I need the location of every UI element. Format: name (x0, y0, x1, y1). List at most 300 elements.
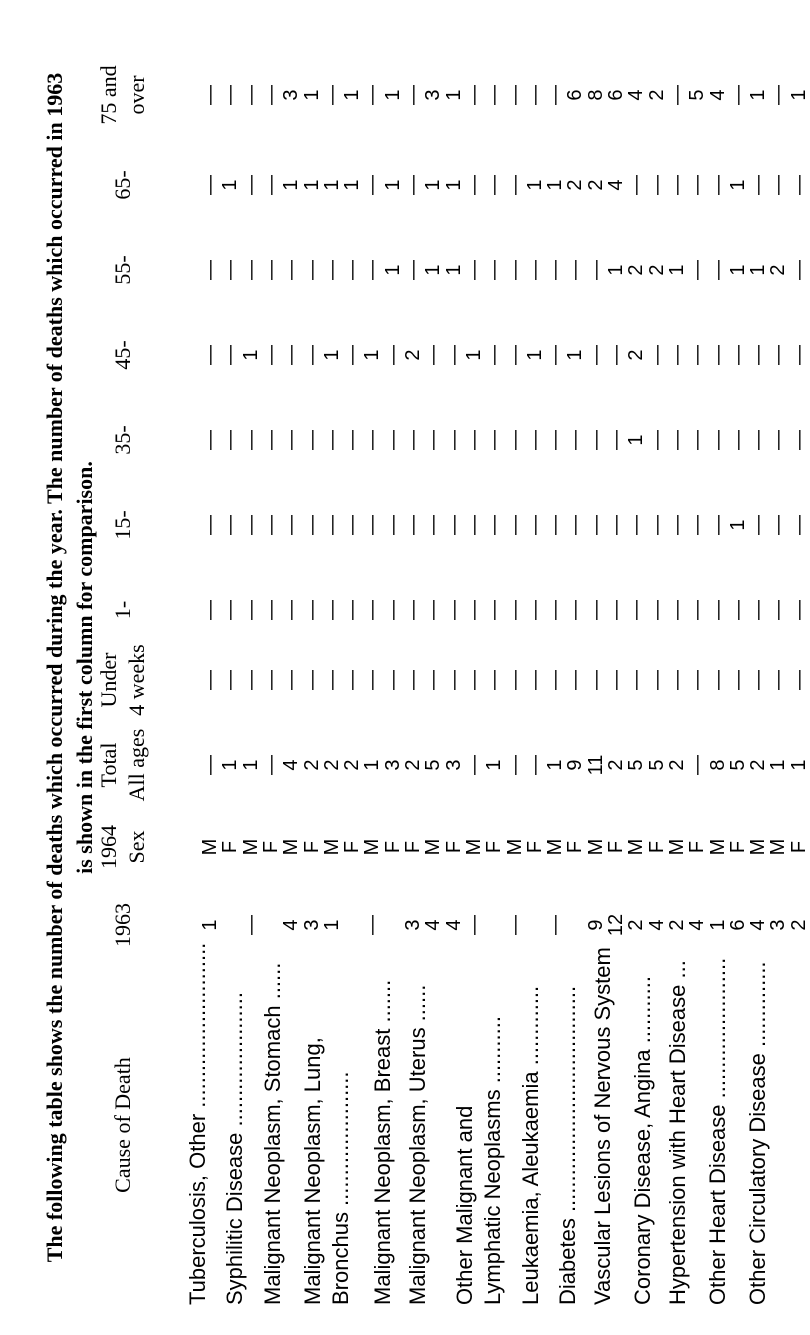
cell-a65: 1 (544, 179, 567, 191)
cell-a15: — (787, 515, 810, 535)
cell-a75: — (361, 85, 384, 105)
cause-label: Other Circulatory Disease .............. (745, 961, 770, 1305)
cell-a1: — (300, 600, 323, 620)
cell-under: — (219, 670, 242, 690)
cell-total: — (199, 755, 221, 775)
cell-sex: F (442, 840, 465, 854)
cell-a1: — (422, 600, 445, 620)
header-age-55: 55- (110, 255, 135, 285)
cell-sex: F (483, 840, 506, 854)
cell-sex: M (239, 838, 262, 856)
cell-under: — (402, 670, 424, 690)
cell-a65: — (645, 175, 668, 195)
cell-a65: — (706, 175, 729, 195)
cell-a1: — (747, 600, 770, 620)
cell-a55: 2 (645, 264, 668, 276)
cause-label: Diabetes ..................................... (555, 985, 580, 1305)
cell-under: — (686, 670, 709, 690)
cell-a55: 1 (381, 264, 404, 276)
cell-a55: 2 (625, 264, 648, 276)
cell-a75: 4 (625, 89, 648, 101)
cell-a1: — (523, 600, 546, 620)
cell-a55: 1 (442, 264, 465, 276)
cell-y1963: — (544, 915, 567, 935)
cell-y1963: 6 (726, 919, 749, 931)
cell-a75: — (320, 85, 343, 105)
header-age-45: 45- (110, 340, 135, 370)
cell-a15: — (584, 515, 607, 535)
cell-y1963: — (361, 915, 384, 935)
cell-sex: F (381, 840, 404, 854)
cell-a15: — (341, 515, 364, 535)
cause-label-cont: Bronchus ...................... (328, 1071, 353, 1305)
cell-total: — (259, 755, 282, 775)
cell-a55: — (787, 260, 810, 280)
cell-under: — (280, 670, 303, 690)
cell-a45: — (686, 345, 709, 365)
cell-a45: 2 (402, 349, 424, 361)
cell-a15: — (259, 515, 282, 535)
cell-y1963: 1 (320, 919, 343, 931)
cell-under: — (625, 670, 648, 690)
cell-sex: M (584, 838, 607, 856)
header-4-weeks: 4 weeks (124, 644, 149, 716)
cell-a15: — (523, 515, 546, 535)
cell-a35: — (381, 430, 404, 450)
cell-a15: — (239, 515, 262, 535)
cell-a35: — (726, 430, 749, 450)
cell-a55: — (320, 260, 343, 280)
cell-y1963: 3 (767, 919, 790, 931)
cell-under: — (544, 670, 567, 690)
cell-a55: 1 (747, 264, 770, 276)
cell-a45: — (544, 345, 567, 365)
cell-a55: 1 (422, 264, 445, 276)
cell-y1963: 1 (199, 919, 221, 931)
cell-under: — (726, 670, 749, 690)
cause-label: Malignant Neoplasm, Breast ....... (370, 979, 395, 1305)
cell-a15: 1 (726, 519, 749, 531)
cell-a55: — (686, 260, 709, 280)
cell-total: — (462, 755, 485, 775)
cell-a35: — (605, 430, 627, 450)
cell-sex: M (544, 838, 567, 856)
cell-a75: 1 (747, 89, 770, 101)
cell-sex: F (219, 840, 242, 854)
cell-sex: F (523, 840, 546, 854)
cell-a65: — (503, 175, 526, 195)
caption-line-1: The following table shows the number of deaths which occurred during the year. The number of deaths which occurred in 1963 (42, 72, 67, 1263)
cell-a35: — (747, 430, 770, 450)
cell-a1: — (442, 600, 465, 620)
cell-a35: — (239, 430, 262, 450)
cell-under: — (645, 670, 668, 690)
cell-y1963: 3 (300, 919, 323, 931)
cell-total: 2 (320, 759, 343, 771)
cell-a1: — (239, 600, 262, 620)
cell-a1: — (686, 600, 709, 620)
cell-total: 2 (341, 759, 364, 771)
cell-a45: — (381, 345, 404, 365)
cell-a45: — (442, 345, 465, 365)
cell-total: 9 (564, 759, 587, 771)
cell-a15: — (320, 515, 343, 535)
cell-a45: — (219, 345, 242, 365)
cell-a35: — (503, 430, 526, 450)
cell-a55: — (483, 260, 506, 280)
cell-a55: — (584, 260, 607, 280)
cell-a55: 1 (605, 264, 627, 276)
cause-label: Malignant Neoplasm, Lung, (300, 1037, 325, 1305)
cell-total: 2 (747, 759, 770, 771)
cell-total: — (686, 755, 709, 775)
cell-a65: — (665, 175, 688, 195)
cell-a75: 1 (381, 89, 404, 101)
cell-a45: — (665, 345, 688, 365)
cell-a75: 6 (564, 89, 587, 101)
cell-sex: M (199, 838, 221, 856)
cell-a1: — (381, 600, 404, 620)
cell-a55: — (503, 260, 526, 280)
cause-label: Other Heart Disease ....................... (705, 957, 730, 1305)
cell-a45: — (747, 345, 770, 365)
cell-a65: 1 (442, 179, 465, 191)
cell-a45: — (767, 345, 790, 365)
cell-a1: — (564, 600, 587, 620)
cell-a45: 1 (320, 349, 343, 361)
cause-label: Leukaemia, Aleukaemia ............. (518, 985, 543, 1305)
cell-total: 1 (239, 759, 262, 771)
cell-a55: — (259, 260, 282, 280)
cell-sex: M (361, 838, 384, 856)
cell-a55: — (341, 260, 364, 280)
cell-a65: 2 (584, 179, 607, 191)
header-1963: 1963 (110, 903, 135, 947)
header-age-75: 75 and (96, 65, 121, 125)
header-sex: Sex (124, 830, 149, 864)
cell-a75: 3 (280, 89, 303, 101)
cell-under: — (199, 670, 221, 690)
cell-under: — (462, 670, 485, 690)
cell-a45: — (259, 345, 282, 365)
cell-a45: 1 (361, 349, 384, 361)
cell-sex: M (767, 838, 790, 856)
cell-a65: — (239, 175, 262, 195)
cell-a55: 1 (726, 264, 749, 276)
cause-label: Vascular Lesions of Nervous System (590, 947, 615, 1305)
cell-a15: — (402, 515, 424, 535)
cell-a35: — (544, 430, 567, 450)
cause-label-cont: Lymphatic Neoplasms ........... (480, 1016, 505, 1305)
cell-total: 1 (787, 759, 810, 771)
cell-a65: 1 (381, 179, 404, 191)
cell-a35: — (259, 430, 282, 450)
cell-a55: — (219, 260, 242, 280)
cell-total: 5 (625, 759, 648, 771)
cell-total: 1 (767, 759, 790, 771)
cell-a55: — (239, 260, 262, 280)
cell-sex: F (726, 840, 749, 854)
cell-a15: — (462, 515, 485, 535)
cell-a65: — (462, 175, 485, 195)
cell-a55: 2 (767, 264, 790, 276)
cell-a1: — (483, 600, 506, 620)
cell-sex: F (341, 840, 364, 854)
header-age-15: 15- (110, 510, 135, 540)
cell-a1: — (341, 600, 364, 620)
cell-under: — (239, 670, 262, 690)
cell-a1: — (544, 600, 567, 620)
cell-a1: — (787, 600, 810, 620)
cell-a45: — (483, 345, 506, 365)
cell-a65: 1 (726, 179, 749, 191)
cell-a55: — (706, 260, 729, 280)
cell-a1: — (625, 600, 648, 620)
cell-a35: — (787, 430, 810, 450)
cell-a45: — (280, 345, 303, 365)
cell-under: — (706, 670, 729, 690)
cell-a1: — (645, 600, 668, 620)
cell-a1: — (726, 600, 749, 620)
cell-a45: 2 (625, 349, 648, 361)
cell-a55: 1 (665, 264, 688, 276)
cell-a15: — (199, 515, 221, 535)
cell-a35: 1 (625, 434, 648, 446)
cell-a75: — (259, 85, 282, 105)
cell-a45: — (645, 345, 668, 365)
cell-total: 1 (361, 759, 384, 771)
cell-a45: 1 (523, 349, 546, 361)
cell-a1: — (605, 600, 627, 620)
cell-a55: — (462, 260, 485, 280)
cell-a45: — (422, 345, 445, 365)
cell-a65: — (402, 175, 424, 195)
cell-a15: — (625, 515, 648, 535)
cell-under: — (341, 670, 364, 690)
cell-a35: — (361, 430, 384, 450)
cell-under: — (767, 670, 790, 690)
cell-a75: — (767, 85, 790, 105)
cell-a35: — (767, 430, 790, 450)
cell-a65: — (767, 175, 790, 195)
cell-sex: M (280, 838, 303, 856)
cell-sex: F (564, 840, 587, 854)
cell-a35: — (199, 430, 221, 450)
cell-a45: 1 (564, 349, 587, 361)
header-under: Under (96, 652, 121, 708)
cell-a1: — (199, 600, 221, 620)
cell-a65: — (625, 175, 648, 195)
cell-a15: — (665, 515, 688, 535)
cell-a75: — (462, 85, 485, 105)
cell-under: — (584, 670, 607, 690)
cell-a55: — (300, 260, 323, 280)
cause-label: Tuberculosis, Other ........................... (185, 942, 210, 1305)
header-cause: Cause of Death (110, 1057, 135, 1193)
cell-y1963: 4 (686, 919, 709, 931)
cell-a65: 1 (523, 179, 546, 191)
cause-label: Syphilitic Disease ...................... (222, 992, 247, 1305)
cell-sex: F (787, 840, 810, 854)
cell-a1: — (280, 600, 303, 620)
cell-under: — (747, 670, 770, 690)
cell-a45: — (300, 345, 323, 365)
cell-a15: — (422, 515, 445, 535)
cell-a15: — (706, 515, 729, 535)
cell-a75: — (665, 85, 688, 105)
cell-a15: — (544, 515, 567, 535)
cell-a35: — (584, 430, 607, 450)
cell-a1: — (402, 600, 424, 620)
cell-y1963: 3 (402, 919, 424, 931)
cell-a35: — (422, 430, 445, 450)
cell-a45: — (584, 345, 607, 365)
cell-total: 3 (442, 759, 465, 771)
cell-a65: 1 (422, 179, 445, 191)
cell-a65: 4 (605, 179, 627, 191)
cell-a45: 1 (239, 349, 262, 361)
cell-a75: — (199, 85, 221, 105)
cell-a35: — (320, 430, 343, 450)
cell-a45: — (503, 345, 526, 365)
cell-a35: — (280, 430, 303, 450)
cell-sex: M (422, 838, 445, 856)
cell-total: 11 (584, 754, 607, 776)
cell-a75: 1 (300, 89, 323, 101)
header-all-ages: All ages (124, 728, 149, 802)
cell-a65: 1 (280, 179, 303, 191)
cell-a1: — (503, 600, 526, 620)
cell-a45: — (787, 345, 810, 365)
cell-total: 2 (300, 759, 323, 771)
cell-a15: — (442, 515, 465, 535)
cell-a35: — (645, 430, 668, 450)
cell-under: — (320, 670, 343, 690)
cell-sex: F (605, 840, 627, 854)
cell-y1963: 4 (645, 919, 668, 931)
cell-sex: F (402, 840, 424, 854)
cell-a65: 1 (219, 179, 242, 191)
cell-a75: 8 (584, 89, 607, 101)
cell-sex: M (747, 838, 770, 856)
cell-under: — (483, 670, 506, 690)
cell-sex: M (462, 838, 485, 856)
cell-sex: M (706, 838, 729, 856)
cell-sex: F (686, 840, 709, 854)
cause-label: Other Malignant and (452, 1105, 477, 1305)
cell-a15: — (564, 515, 587, 535)
cell-a75: — (402, 85, 424, 105)
cause-label: Malignant Neoplasm, Uterus ...... (405, 984, 430, 1305)
cell-under: — (503, 670, 526, 690)
cell-a35: — (219, 430, 242, 450)
cell-a15: — (300, 515, 323, 535)
cell-y1963: 12 (605, 913, 627, 937)
cell-total: 2 (665, 759, 688, 771)
cell-a15: — (280, 515, 303, 535)
cell-a75: 1 (341, 89, 364, 101)
cell-a15: — (381, 515, 404, 535)
cell-a15: — (686, 515, 709, 535)
cell-a15: — (747, 515, 770, 535)
cell-under: — (564, 670, 587, 690)
cell-a15: — (503, 515, 526, 535)
cell-under: — (259, 670, 282, 690)
cell-a35: — (462, 430, 485, 450)
cell-sex: M (665, 838, 688, 856)
cell-y1963: — (239, 915, 262, 935)
cell-sex: M (503, 838, 526, 856)
header-age-1: 1- (110, 600, 135, 620)
cell-a1: — (320, 600, 343, 620)
cell-a65: — (259, 175, 282, 195)
cell-y1963: 1 (706, 919, 729, 931)
cell-a75: — (219, 85, 242, 105)
cell-sex: F (259, 840, 282, 854)
cell-total: 8 (706, 759, 729, 771)
cell-a1: — (219, 600, 242, 620)
cell-a75: 6 (605, 89, 627, 101)
cell-under: — (523, 670, 546, 690)
cell-y1963: — (462, 915, 485, 935)
cell-a1: — (361, 600, 384, 620)
cell-a45: — (341, 345, 364, 365)
cause-label: Malignant Neoplasm, Stomach ...... (260, 962, 285, 1305)
cell-a75: 1 (787, 89, 810, 101)
cell-a35: — (665, 430, 688, 450)
cell-a1: — (767, 600, 790, 620)
cell-total: 5 (422, 759, 445, 771)
cell-a65: 2 (564, 179, 587, 191)
cell-a65: 1 (320, 179, 343, 191)
cell-a75: — (239, 85, 262, 105)
cell-a15: — (219, 515, 242, 535)
cell-a75: 5 (686, 89, 709, 101)
cell-a15: — (767, 515, 790, 535)
cell-a55: — (199, 260, 221, 280)
cell-a35: — (686, 430, 709, 450)
cell-a15: — (645, 515, 668, 535)
cell-a1: — (584, 600, 607, 620)
cell-a75: — (726, 85, 749, 105)
cell-under: — (665, 670, 688, 690)
cause-label: Coronary Disease, Angina ........... (630, 976, 655, 1305)
cell-under: — (422, 670, 445, 690)
cell-sex: F (645, 840, 668, 854)
cell-a75: — (483, 85, 506, 105)
header-age-65: 65- (110, 170, 135, 200)
header-age-35: 35- (110, 425, 135, 455)
cell-total: 4 (280, 759, 303, 771)
cell-a55: — (564, 260, 587, 280)
cell-a65: — (361, 175, 384, 195)
cell-a75: — (544, 85, 567, 105)
cell-a65: — (483, 175, 506, 195)
cell-a65: — (686, 175, 709, 195)
caption-line-2: is shown in the first column for comparison. (72, 461, 97, 874)
header-total: Total (96, 742, 121, 788)
cell-total: 1 (483, 759, 506, 771)
cell-y1963: 2 (625, 919, 648, 931)
cell-under: — (787, 670, 810, 690)
cell-a35: — (341, 430, 364, 450)
cell-a15: — (361, 515, 384, 535)
cell-a55: — (544, 260, 567, 280)
cell-a1: — (665, 600, 688, 620)
cell-a65: — (747, 175, 770, 195)
cell-a35: — (706, 430, 729, 450)
cell-a1: — (706, 600, 729, 620)
